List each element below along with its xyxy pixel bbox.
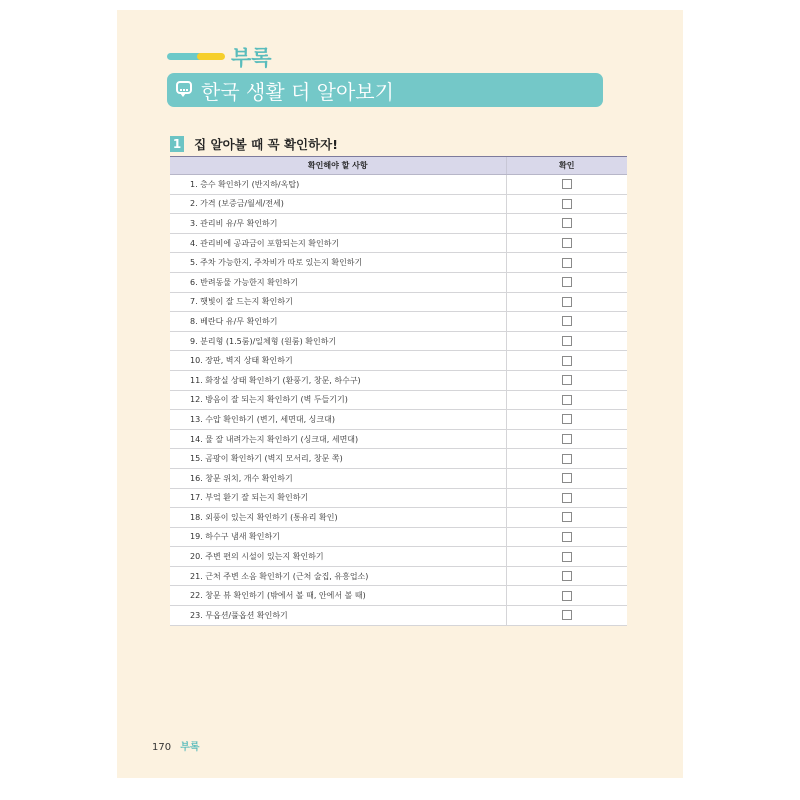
table-row bbox=[170, 586, 627, 606]
checklist-item-text: 7. 햇빛이 잘 드는지 확인하기 bbox=[170, 292, 506, 312]
table-row bbox=[170, 312, 627, 332]
checklist-check-cell bbox=[506, 312, 627, 332]
column-header-check: 확인 bbox=[506, 157, 627, 175]
checkbox[interactable] bbox=[562, 571, 572, 581]
checklist-check-cell bbox=[506, 410, 627, 430]
column-header-item: 확인해야 할 사항 bbox=[170, 157, 506, 175]
checklist-item-text: 15. 곰팡이 확인하기 (벽지 모서리, 창문 쪽) bbox=[170, 449, 506, 469]
checklist-check-cell bbox=[506, 449, 627, 469]
checklist-check-cell bbox=[506, 351, 627, 371]
checklist-check-cell bbox=[506, 214, 627, 234]
checklist-item-text: 21. 근처 주변 소음 확인하기 (근처 술집, 유흥업소) bbox=[170, 566, 506, 586]
section-title: 집 알아볼 때 꼭 확인하자! bbox=[194, 136, 338, 152]
checklist-item-text: 13. 수압 확인하기 (변기, 세면대, 싱크대) bbox=[170, 410, 506, 430]
table-row bbox=[170, 547, 627, 567]
checkbox[interactable] bbox=[562, 336, 572, 346]
table-row bbox=[170, 606, 627, 626]
checkbox[interactable] bbox=[562, 552, 572, 562]
checklist-check-cell bbox=[506, 488, 627, 508]
table-row bbox=[170, 194, 627, 214]
checklist-item-text: 18. 외풍이 있는지 확인하기 (통유리 확인) bbox=[170, 508, 506, 528]
checklist-check-cell bbox=[506, 272, 627, 292]
table-row bbox=[170, 175, 627, 195]
checklist-item-text: 4. 관리비에 공과금이 포함되는지 확인하기 bbox=[170, 233, 506, 253]
page-footer bbox=[152, 735, 200, 754]
checklist-item-text: 3. 관리비 유/무 확인하기 bbox=[170, 214, 506, 234]
checklist-check-cell bbox=[506, 429, 627, 449]
checklist-item-text: 2. 가격 (보증금/월세/전세) bbox=[170, 194, 506, 214]
table-row bbox=[170, 272, 627, 292]
table-header-row bbox=[170, 157, 627, 175]
checkbox[interactable] bbox=[562, 591, 572, 601]
checkbox[interactable] bbox=[562, 218, 572, 228]
checklist-item-text: 20. 주변 편의 시설이 있는지 확인하기 bbox=[170, 547, 506, 567]
checklist-item-text: 22. 창문 뷰 확인하기 (밖에서 볼 때, 안에서 볼 때) bbox=[170, 586, 506, 606]
table-row bbox=[170, 370, 627, 390]
table-row bbox=[170, 331, 627, 351]
checklist-check-cell bbox=[506, 233, 627, 253]
checkbox[interactable] bbox=[562, 434, 572, 444]
table-row bbox=[170, 508, 627, 528]
table-row bbox=[170, 410, 627, 430]
checklist-body bbox=[170, 175, 627, 626]
checklist-item-text: 11. 화장실 상태 확인하기 (환풍기, 창문, 하수구) bbox=[170, 370, 506, 390]
checkbox[interactable] bbox=[562, 277, 572, 287]
checklist-check-cell bbox=[506, 468, 627, 488]
checkbox[interactable] bbox=[562, 473, 572, 483]
checklist-item-text: 12. 방음이 잘 되는지 확인하기 (벽 두들기기) bbox=[170, 390, 506, 410]
table-row bbox=[170, 468, 627, 488]
table-row bbox=[170, 566, 627, 586]
checklist-item-text: 9. 분리형 (1.5룸)/일체형 (원룸) 확인하기 bbox=[170, 331, 506, 351]
footer-section-label: 부록 bbox=[180, 742, 200, 753]
checkbox[interactable] bbox=[562, 316, 572, 326]
checklist-check-cell bbox=[506, 527, 627, 547]
checkbox[interactable] bbox=[562, 375, 572, 385]
book-page bbox=[117, 10, 683, 778]
checklist-table bbox=[170, 156, 627, 626]
decorative-yellow-bar bbox=[197, 53, 225, 60]
checklist-item-text: 8. 베란다 유/무 확인하기 bbox=[170, 312, 506, 332]
table-row bbox=[170, 351, 627, 371]
checklist-check-cell bbox=[506, 390, 627, 410]
checklist-item-text: 16. 창문 위치, 개수 확인하기 bbox=[170, 468, 506, 488]
checklist-item-text: 17. 부엌 환기 잘 되는지 확인하기 bbox=[170, 488, 506, 508]
checkbox[interactable] bbox=[562, 199, 572, 209]
checkbox[interactable] bbox=[562, 493, 572, 503]
checkbox[interactable] bbox=[562, 414, 572, 424]
appendix-label: 부록 bbox=[231, 46, 272, 70]
checklist-check-cell bbox=[506, 175, 627, 195]
section-number: 1 bbox=[170, 136, 184, 152]
table-row bbox=[170, 233, 627, 253]
checklist-item-text: 19. 하수구 냄새 확인하기 bbox=[170, 527, 506, 547]
table-row bbox=[170, 390, 627, 410]
table-row bbox=[170, 527, 627, 547]
checklist-item-text: 6. 반려동물 가능한지 확인하기 bbox=[170, 272, 506, 292]
checklist-check-cell bbox=[506, 331, 627, 351]
checkbox[interactable] bbox=[562, 258, 572, 268]
section-heading bbox=[170, 133, 338, 151]
table-row bbox=[170, 488, 627, 508]
checkbox[interactable] bbox=[562, 356, 572, 366]
checklist-item-text: 14. 물 잘 내려가는지 확인하기 (싱크대, 세면대) bbox=[170, 429, 506, 449]
checklist-check-cell bbox=[506, 508, 627, 528]
table-row bbox=[170, 429, 627, 449]
checkbox[interactable] bbox=[562, 238, 572, 248]
checklist-check-cell bbox=[506, 253, 627, 273]
checkbox[interactable] bbox=[562, 297, 572, 307]
checklist-item-text: 1. 층수 확인하기 (반지하/옥탑) bbox=[170, 175, 506, 195]
checkbox[interactable] bbox=[562, 610, 572, 620]
page-number: 170 bbox=[152, 742, 172, 753]
checkbox[interactable] bbox=[562, 512, 572, 522]
checklist-check-cell bbox=[506, 566, 627, 586]
checkbox[interactable] bbox=[562, 532, 572, 542]
checkbox[interactable] bbox=[562, 395, 572, 405]
checklist-item-text: 5. 주차 가능한지, 주차비가 따로 있는지 확인하기 bbox=[170, 253, 506, 273]
title-banner bbox=[167, 73, 603, 107]
checklist-check-cell bbox=[506, 547, 627, 567]
checkbox[interactable] bbox=[562, 179, 572, 189]
checklist-item-text: 10. 장판, 벽지 상태 확인하기 bbox=[170, 351, 506, 371]
checkbox[interactable] bbox=[562, 454, 572, 464]
checklist-item-text: 23. 무옵션/풀옵션 확인하기 bbox=[170, 606, 506, 626]
table-row bbox=[170, 449, 627, 469]
table-row bbox=[170, 292, 627, 312]
checklist-check-cell bbox=[506, 370, 627, 390]
checklist-check-cell bbox=[506, 586, 627, 606]
chat-bubble-icon bbox=[176, 81, 192, 94]
table-row bbox=[170, 214, 627, 234]
checklist-check-cell bbox=[506, 292, 627, 312]
table-row bbox=[170, 253, 627, 273]
banner-title: 한국 생활 더 알아보기 bbox=[201, 80, 394, 104]
checklist-check-cell bbox=[506, 194, 627, 214]
checklist-check-cell bbox=[506, 606, 627, 626]
